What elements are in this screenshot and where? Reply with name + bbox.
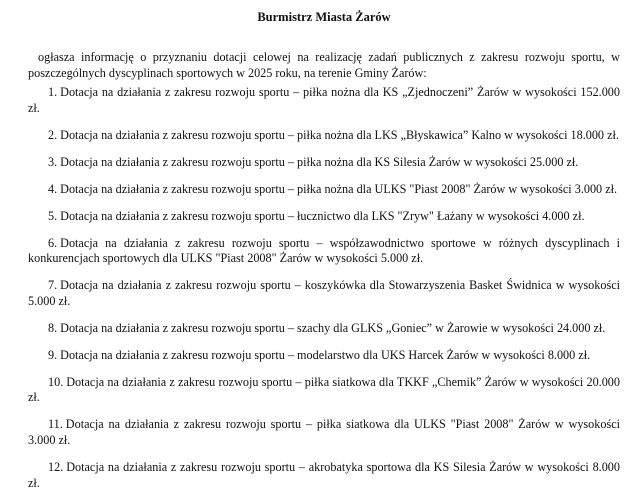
- grant-item-number: 12.: [48, 459, 64, 474]
- grant-item-text: Dotacja na działania z zakresu rozwoju sportu – szachy dla GLKS „Goniec” w Żarowie w wysokości 24.000 zł.: [60, 320, 606, 335]
- grant-item: [28, 417, 620, 448]
- grant-item: [28, 321, 620, 337]
- grant-item-number: 10.: [48, 374, 64, 389]
- grant-item-number: 7.: [48, 278, 58, 293]
- grant-item-number: 9.: [48, 347, 58, 362]
- grant-item-text: Dotacja na działania z zakresu rozwoju sportu – piłka nożna dla KS „Zjednoczeni” Żarów w wysokości 152.000 zł.: [28, 85, 620, 115]
- grant-item-number: 11.: [48, 417, 63, 432]
- grant-item-text: Dotacja na działania z zakresu rozwoju sportu – piłka nożna dla LKS „Błyskawica” Kalno w wysokości 18.000 zł.: [60, 127, 619, 142]
- grant-item-text: Dotacja na działania z zakresu rozwoju sportu – akrobatyka sportowa dla KS Silesia Żarów w wysokości 8.000 zł.: [28, 459, 620, 490]
- document-intro: ogłasza informację o przyznaniu dotacji celowej na realizację zadań publicznych z zakresu rozwoju sportu, w poszczególnych dyscyplinach sportowych w 2025 roku, na terenie Gminy Żarów:: [28, 50, 620, 80]
- grant-item-text: Dotacja na działania z zakresu rozwoju sportu – koszykówka dla Stowarzyszenia Basket Świdnica w wysokości 5.000 zł.: [28, 278, 620, 308]
- document-page: [28, 0, 620, 503]
- grant-item-number: 4.: [48, 181, 58, 196]
- grant-item-text: Dotacja na działania z zakresu rozwoju sportu – piłka nożna dla KS Silesia Żarów w wysokości 25.000 zł.: [60, 154, 579, 169]
- grant-item-number: 5.: [48, 208, 58, 223]
- grant-item-text: Dotacja na działania z zakresu rozwoju sportu – piłka siatkowa dla ULKS "Piast 2008" Żarów w wysokości 3.000 zł.: [28, 417, 620, 447]
- grant-item-text: Dotacja na działania z zakresu rozwoju sportu – łucznictwo dla LKS "Zryw" Łażany w wysokości 4.000 zł.: [60, 208, 585, 223]
- grant-item: [28, 128, 620, 144]
- grant-item: [28, 209, 620, 225]
- grant-item: [28, 155, 620, 171]
- grant-item: [28, 348, 620, 364]
- grant-item-number: 1.: [48, 85, 58, 100]
- grant-item-text: Dotacja na działania z zakresu rozwoju sportu – współzawodnictwo sportowe w różnych dyscyplinach i konkurencjach sportowych dla ULKS "Piast 2008" Żarów w wysokości 5.000 zł.: [28, 235, 620, 266]
- grant-item-text: Dotacja na działania z zakresu rozwoju sportu – modelarstwo dla UKS Harcek Żarów w wysokości 8.000 zł.: [60, 347, 591, 362]
- grant-item-number: 6.: [48, 235, 58, 250]
- grant-item: [28, 278, 620, 309]
- grant-item: [28, 375, 620, 406]
- grant-item: [28, 460, 620, 491]
- grant-item-text: Dotacja na działania z zakresu rozwoju sportu – piłka nożna dla ULKS "Piast 2008" Żarów w wysokości 3.000 zł.: [60, 181, 618, 196]
- grant-item: [28, 182, 620, 198]
- document-title: Burmistrz Miasta Żarów: [257, 10, 391, 24]
- grant-list: [28, 85, 620, 491]
- grant-item: [28, 236, 620, 267]
- grant-item-number: 3.: [48, 154, 58, 169]
- grant-item-number: 8.: [48, 320, 58, 335]
- grant-item-text: Dotacja na działania z zakresu rozwoju sportu – piłka siatkowa dla TKKF „Chemik” Żarów w wysokości 20.000 zł.: [28, 374, 620, 405]
- grant-item-number: 2.: [48, 127, 58, 142]
- grant-item: [28, 85, 620, 116]
